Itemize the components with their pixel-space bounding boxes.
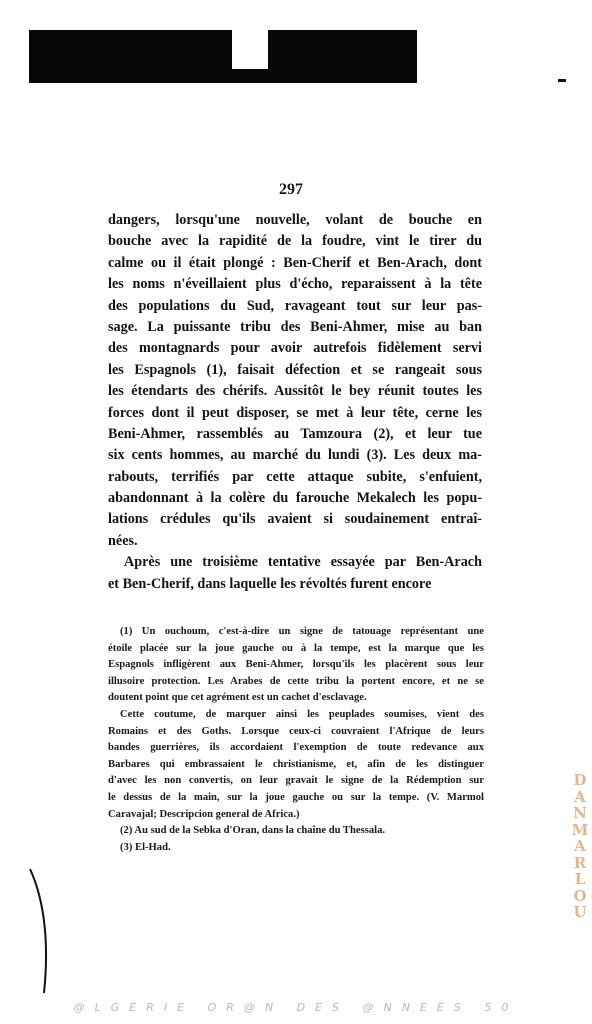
body-line: calme ou il était plongé : Ben-Cherif et Ben-Arach, dont: [108, 254, 482, 271]
footnote-line: illusoire protection. Les Arabes de cette tribu la portent encore, et ne se: [108, 675, 484, 687]
footnote-line: Barbares qui embrassaient le christianisme, et, afin de les distinguer: [108, 758, 484, 770]
page-number: [0, 181, 592, 199]
side-watermark: [570, 772, 590, 921]
side-watermark-letter: O: [573, 886, 587, 905]
side-watermark-letter: N: [573, 804, 587, 822]
body-line: lations crédules qu'ils avaient si soudainement entraî-: [108, 511, 482, 528]
body-text: [108, 210, 482, 595]
side-watermark-letter: A: [574, 837, 586, 855]
body-line: bouche avec la rapidité de la foudre, vint le tirer du: [108, 233, 482, 250]
footnote-line: le dessus de la main, sur la joue gauche ou sur la tempe. (V. Marmol: [108, 791, 484, 803]
footnote-line: Caravajal; Descripcion general de Africa.): [108, 808, 300, 820]
footnote-line: (3) El-Had.: [120, 841, 171, 853]
scan-edge-mark: [558, 79, 566, 82]
footnote-line: Cette coutume, de marquer ainsi les peuplades soumises, vient des: [120, 708, 484, 720]
body-line: les noms n'éveillaient plus d'écho, reparaissent à la tête: [108, 276, 482, 293]
body-line: les Espagnols (1), faisait défection et se rangeait sous: [108, 361, 482, 378]
footnote-line: (1) Un ouchoum, c'est-à-dire un signe de tatouage représentant une: [120, 626, 484, 637]
body-line: Beni-Ahmer, rassemblés au Tamzoura (2), et leur tue: [108, 425, 482, 442]
scan-white-notch: [232, 30, 268, 69]
body-line: sage. La puissante tribu des Beni-Ahmer, mise au ban: [108, 318, 482, 335]
footnote-line: doutent point que cet agrément est un cachet d'esclavage.: [108, 692, 367, 704]
body-line: abandonnant à la colère du farouche Mekalech les popu-: [108, 490, 482, 507]
body-line: les étendarts des chérifs. Aussitôt le bey réunit toutes les: [108, 383, 482, 400]
footnote-line: d'avec les non convertis, on leur gravait le signe de la Rédemption sur: [108, 775, 484, 787]
page-number-text: 297: [279, 181, 303, 198]
side-watermark-letter: D: [573, 771, 587, 789]
body-line: forces dont il peut disposer, se met à leur tête, cerne les: [108, 404, 482, 421]
body-line: rabouts, terrifiés par cette attaque subite, s'enfuient,: [108, 468, 482, 485]
body-line: dangers, lorsqu'une nouvelle, volant de bouche en: [108, 212, 482, 228]
footnote-line: Romains et des Goths. Lorsque ceux-ci couvraient l'Afrique de leurs: [108, 725, 484, 737]
body-line: des populations du Sud, ravageant tout sur leur pas-: [108, 297, 482, 314]
side-watermark-letter: U: [573, 903, 587, 921]
footer-watermark: @LGERIE OR@N DES @NNEES 50: [73, 1001, 519, 1014]
body-line: nées.: [108, 532, 138, 549]
side-watermark-letter: L: [574, 870, 586, 888]
footnote-line: bandes guerrières, ils accordaient l'exemption de toute redevance aux: [108, 742, 484, 754]
footnote-line: Espagnols infligèrent aux Beni-Ahmer, lorsqu'ils les placèrent sous leur: [108, 659, 484, 671]
footnotes: [108, 624, 484, 856]
footnote-line: étoile placée sur la joue gauche ou à la tempe, est la marque que les: [108, 642, 484, 654]
side-watermark-letter: R: [573, 853, 587, 872]
scan-pen-mark: [22, 865, 62, 997]
body-line: des montagnards pour avoir autrefois fidèlement servi: [108, 340, 482, 357]
body-line: Après une troisième tentative essayée par Ben-Arach: [124, 554, 482, 571]
body-line: six cents hommes, au marché du lundi (3). Les deux ma-: [108, 447, 482, 464]
scan-black-band: [29, 30, 417, 83]
body-line: et Ben-Cherif, dans laquelle les révoltés furent encore: [108, 575, 432, 592]
footnote-line: (2) Au sud de la Sebka d'Oran, dans la chaîne du Thessala.: [120, 825, 386, 837]
side-watermark-letter: A: [574, 787, 586, 806]
side-watermark-letter: M: [571, 820, 589, 839]
